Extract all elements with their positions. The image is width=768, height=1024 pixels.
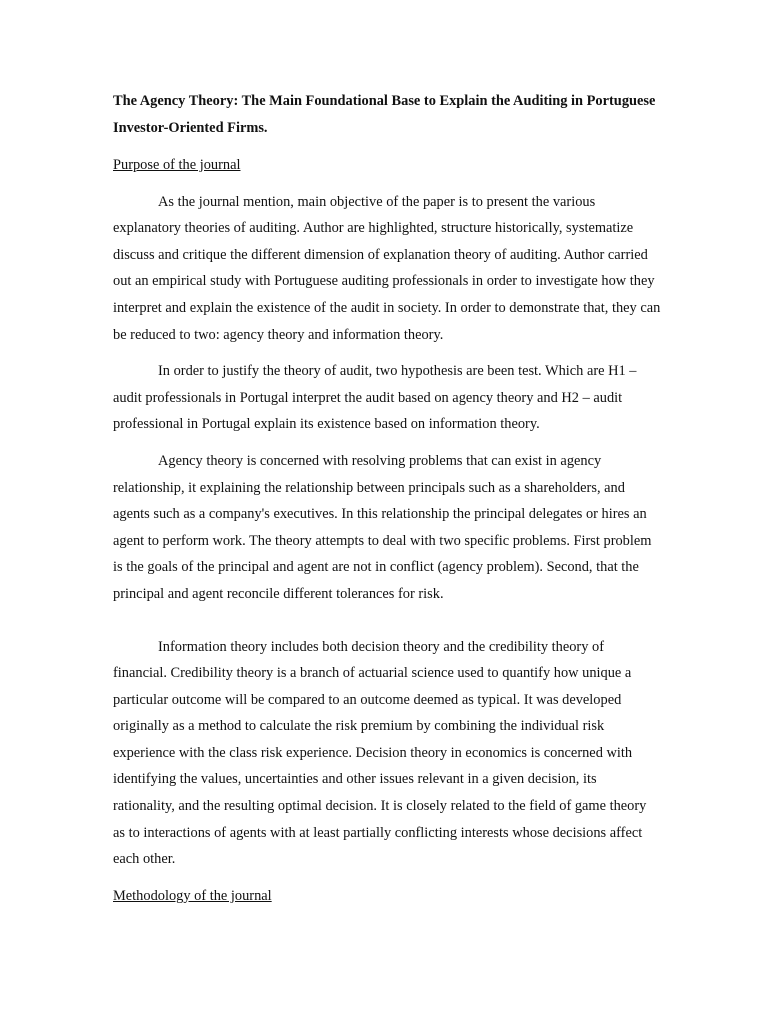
document-title: The Agency Theory: The Main Foundational Base to Explain the Auditing in Portuguese Investor-Oriented Firms. <box>113 93 656 136</box>
paragraph-objective: As the journal mention, main objective of the paper is to present the various explanatory theories of auditing. Author are highlighted, structure historically, systematize discuss and critique the different dimension of explanation theory of auditing. Author carried out an empirical study with Portuguese auditing professionals in order to investigate how they interpret and explain the existence of the audit in society. In order to demonstrate that, they can be reduced to two: agency theory and information theory. <box>113 193 661 343</box>
section-heading-purpose: Purpose of the journal <box>113 157 241 173</box>
document-page <box>113 88 661 919</box>
section-heading-methodology: Methodology of the journal <box>113 887 272 904</box>
paragraph-agency-theory: Agency theory is concerned with resolving problems that can exist in agency relationship, it explaining the relationship between principals such as a shareholders, and agents such as a company's executives. In this relationship the principal delegates or hires an agent to perform work. The theory attempts to deal with two specific problems. First problem is the goals of the principal and agent are not in conflict (agency problem). Second, that the principal and agent reconcile different tolerances for risk. <box>113 452 652 602</box>
paragraph-information-theory: Information theory includes both decision theory and the credibility theory of financial. Credibility theory is a branch of actuarial science used to quantify how unique a particular outcome will be compared to an outcome deemed as typical. It was developed originally as a method to calculate the risk premium by combining the individual risk experience with the class risk experience. Decision theory in economics is concerned with identifying the values, uncertainties and other issues relevant in a given decision, its rationality, and the resulting optimal decision. It is closely related to the field of game theory as to interactions of agents with at least partially conflicting interests whose decisions affect each other. <box>113 638 647 868</box>
paragraph-hypotheses: In order to justify the theory of audit, two hypothesis are been test. Which are H1 – audit professionals in Portugal interpret the audit based on agency theory and H2 – audit professional in Portugal explain its existence based on information theory. <box>113 363 637 433</box>
